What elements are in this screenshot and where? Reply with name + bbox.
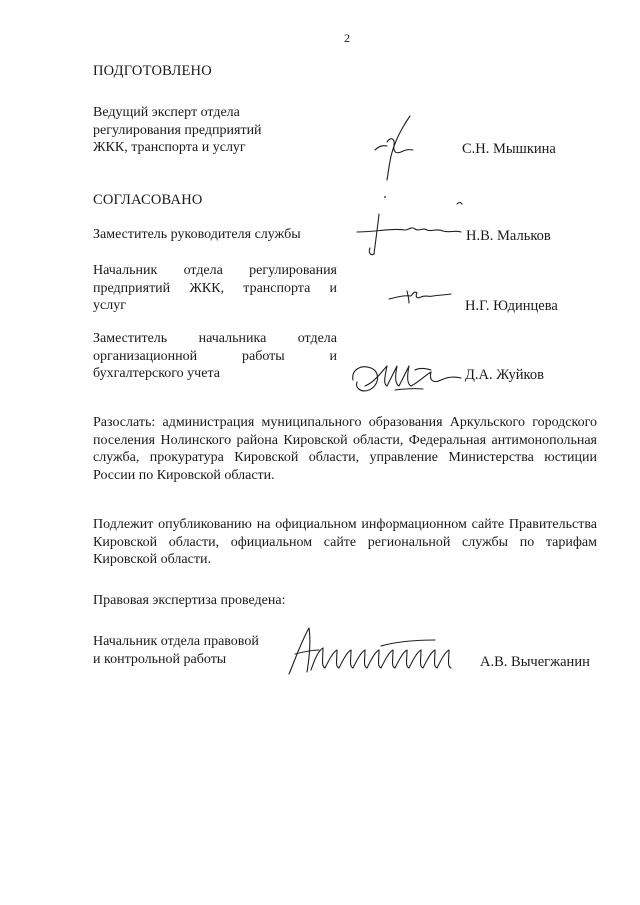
page-number: 2 xyxy=(344,31,350,45)
prepared-name: С.Н. Мышкина xyxy=(462,141,556,157)
agreed-name-3: Д.А. Жуйков xyxy=(465,367,544,383)
agreed-signature-2 xyxy=(385,285,455,309)
legal-review-name: А.В. Вычегжанин xyxy=(480,654,590,670)
agreed-position-2-line-1: Начальник отдела регулирования xyxy=(93,263,337,278)
agreed-signature-1 xyxy=(345,196,465,260)
agreed-signature-3 xyxy=(345,356,465,400)
legal-review-position-line-2: и контрольной работы xyxy=(93,651,227,667)
prepared-signature xyxy=(365,112,435,182)
agreed-position-1 xyxy=(93,226,353,244)
agreed-name-1: Н.В. Мальков xyxy=(466,228,551,244)
agreed-position-1-line-1: Заместитель руководителя службы xyxy=(93,227,301,242)
legal-review-statement: Правовая экспертиза проведена: xyxy=(93,593,286,608)
prepared-position-line-1: Ведущий эксперт отдела xyxy=(93,105,240,120)
legal-review-position xyxy=(93,633,293,668)
agreed-position-2-line-2: предприятий ЖКК, транспорта и xyxy=(93,280,337,296)
distribution-text: Разослать: администрация муниципального образования Аркульского городского поселения Нолинского района Кировской области, Федеральная антимонопольная служба, прокуратура Кировской области, управление Министерства юстиции России по Кировской области. xyxy=(93,415,597,483)
legal-review-position-line-1: Начальник отдела правовой xyxy=(93,634,259,649)
agreed-position-2-line-3: услуг xyxy=(93,298,126,313)
agreed-position-3 xyxy=(93,330,337,383)
agreed-position-2 xyxy=(93,262,337,315)
prepared-position-line-3: ЖКК, транспорта и услуг xyxy=(93,140,246,155)
agreed-name-2: Н.Г. Юдинцева xyxy=(465,298,558,314)
agreed-position-3-line-1: Заместитель начальника отдела xyxy=(93,331,337,346)
prepared-position xyxy=(93,104,293,157)
publication-text: Подлежит опубликованию на официальном информационном сайте Правительства Кировской области, официальном сайте региональной службы по тарифам Кировской области. xyxy=(93,517,597,567)
agreed-heading: СОГЛАСОВАНО xyxy=(93,192,203,208)
prepared-position-line-2: регулирования предприятий xyxy=(93,122,262,138)
legal-review-signature xyxy=(285,620,465,680)
prepared-heading: ПОДГОТОВЛЕНО xyxy=(93,63,212,79)
agreed-position-3-line-3: бухгалтерского учета xyxy=(93,366,220,381)
agreed-position-3-line-2: организационной работы и xyxy=(93,348,337,364)
